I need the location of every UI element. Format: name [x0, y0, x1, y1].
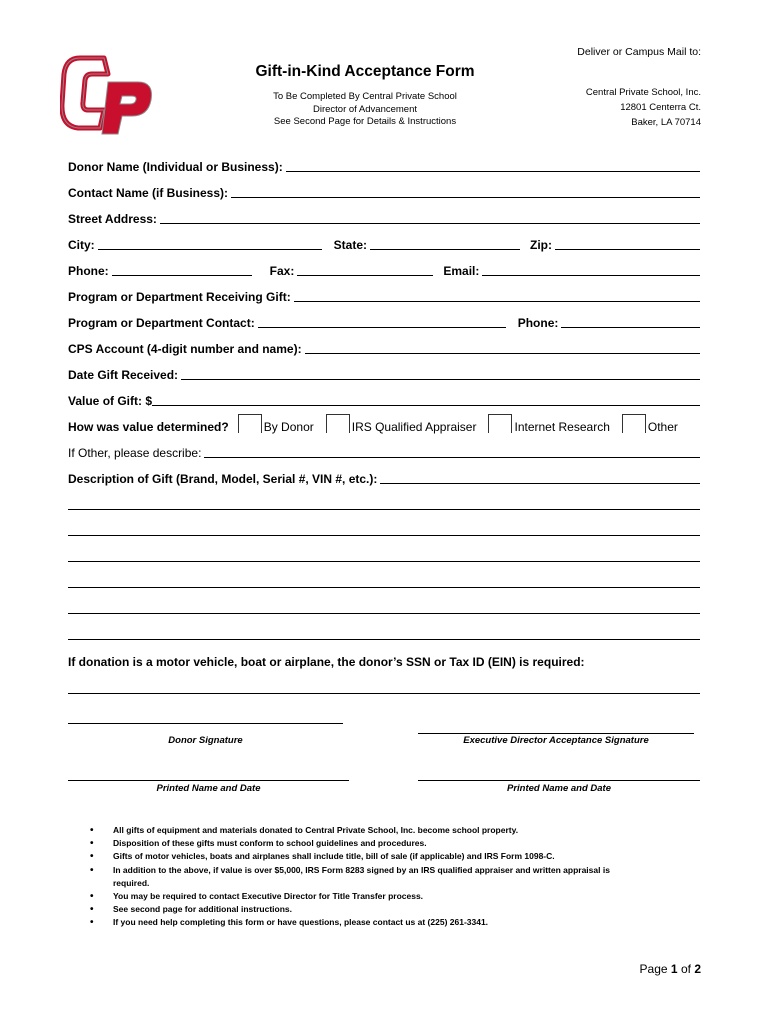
city-label: City:: [68, 238, 95, 252]
instructions-list: [88, 824, 648, 930]
address-line: Central Private School, Inc.: [585, 87, 701, 98]
value-row: [68, 392, 700, 408]
if-other-label: If Other, please describe:: [68, 446, 202, 460]
program-receiving-field[interactable]: [294, 301, 700, 302]
form-subtitle: [230, 91, 500, 129]
page-of: of: [680, 962, 691, 976]
phone-field[interactable]: [112, 275, 252, 276]
form-title: Gift-in-Kind Acceptance Form: [255, 63, 475, 80]
description-line[interactable]: [68, 535, 700, 536]
instruction-item: • If you need help completing this form or have questions, please contact us at (225) 261-3341.: [88, 916, 648, 929]
state-label: State:: [333, 238, 368, 252]
subtitle-line: See Second Page for Details & Instructions: [273, 116, 457, 127]
date-received-label: Date Gift Received:: [68, 368, 179, 382]
street-address-field[interactable]: [160, 223, 700, 224]
description-line[interactable]: [68, 613, 700, 614]
instruction-item: • See second page for additional instructions.: [88, 903, 648, 916]
value-field[interactable]: [152, 405, 700, 406]
option-label: IRS Qualified Appraiser: [351, 420, 477, 434]
value-determined-label: How was value determined?: [68, 420, 229, 434]
program-contact-label: Program or Department Contact:: [68, 316, 255, 330]
ssn-tax-id-field[interactable]: [68, 693, 700, 694]
page-number: [640, 962, 701, 976]
option-other[interactable]: [622, 414, 678, 434]
printed-name-right-label: Printed Name and Date: [507, 783, 611, 794]
page-total: 2: [694, 962, 701, 976]
fax-field[interactable]: [297, 275, 433, 276]
value-determined-row: [68, 418, 700, 434]
city-state-zip-row: [68, 236, 700, 252]
printed-name-left-label: Printed Name and Date: [156, 783, 261, 794]
instruction-item: • Gifts of motor vehicles, boats and airplanes shall include title, bill of sale (if applicable) and IRS Form 1098-C.: [88, 850, 648, 863]
state-field[interactable]: [370, 249, 520, 250]
date-received-row: [68, 366, 700, 382]
contact-name-row: [68, 184, 700, 200]
value-label: Value of Gift: $: [68, 394, 153, 408]
page-current: 1: [670, 962, 678, 976]
email-label: Email:: [443, 264, 480, 278]
street-address-row: [68, 210, 700, 226]
executive-signature-line[interactable]: [418, 733, 694, 734]
contact-name-label: Contact Name (if Business):: [68, 186, 229, 200]
option-irs-appraiser[interactable]: [326, 414, 489, 434]
printed-name-right-line[interactable]: [418, 780, 700, 781]
instruction-item: • In addition to the above, if value is over $5,000, IRS Form 8283 signed by an IRS qualified appraiser and written appraisal is required.: [88, 864, 648, 890]
subtitle-line: To Be Completed By Central Private School: [273, 91, 457, 102]
instruction-item: • You may be required to contact Executive Director for Title Transfer process.: [88, 890, 648, 903]
cps-account-field[interactable]: [305, 353, 700, 354]
phone-fax-email-row: [68, 262, 700, 278]
phone-label: Phone:: [68, 264, 109, 278]
deliver-to-label: Deliver or Campus Mail to:: [577, 46, 701, 58]
page-word: Page: [639, 962, 668, 976]
donor-name-field[interactable]: [286, 171, 700, 172]
cps-account-label: CPS Account (4-digit number and name):: [68, 342, 302, 356]
program-receiving-row: [68, 288, 700, 304]
address-line: Baker, LA 70714: [631, 117, 701, 128]
fax-label: Fax:: [269, 264, 295, 278]
program-phone-field[interactable]: [561, 327, 700, 328]
option-label: By Donor: [263, 420, 314, 434]
if-other-row: [68, 444, 700, 460]
mailing-address: [586, 85, 701, 130]
motor-vehicle-label: If donation is a motor vehicle, boat or airplane, the donor’s SSN or Tax ID (EIN) is required:: [68, 655, 585, 669]
email-field[interactable]: [482, 275, 700, 276]
program-contact-row: [68, 314, 700, 330]
printed-name-left-line[interactable]: [68, 780, 349, 781]
cps-account-row: [68, 340, 700, 356]
checkbox-by-donor[interactable]: [238, 414, 262, 433]
street-address-label: Street Address:: [68, 212, 157, 226]
donor-signature-label: Donor Signature: [168, 735, 243, 746]
description-label: Description of Gift (Brand, Model, Serial #, VIN #, etc.):: [68, 472, 378, 486]
zip-label: Zip:: [530, 238, 553, 252]
instruction-item: • Disposition of these gifts must conform to school guidelines and procedures.: [88, 837, 648, 850]
executive-signature-label: Executive Director Acceptance Signature: [463, 735, 649, 746]
program-contact-field[interactable]: [258, 327, 506, 328]
donor-name-row: [68, 158, 700, 174]
if-other-field[interactable]: [204, 457, 700, 458]
donor-name-label: Donor Name (Individual or Business):: [68, 160, 283, 174]
description-line[interactable]: [68, 639, 700, 640]
option-by-donor[interactable]: [238, 414, 326, 434]
program-phone-label: Phone:: [517, 316, 559, 330]
description-line[interactable]: [68, 561, 700, 562]
instruction-item: • All gifts of equipment and materials donated to Central Private School, Inc. become school property.: [88, 824, 648, 837]
description-line[interactable]: [68, 509, 700, 510]
description-field[interactable]: [380, 483, 700, 484]
subtitle-line: Director of Advancement: [312, 103, 418, 115]
description-line[interactable]: [68, 587, 700, 588]
donor-signature-line[interactable]: [68, 723, 343, 724]
option-label: Other: [647, 420, 678, 434]
date-received-field[interactable]: [181, 379, 700, 380]
address-line: 12801 Centerra Ct.: [620, 102, 701, 113]
zip-field[interactable]: [555, 249, 700, 250]
school-logo: [60, 52, 156, 138]
checkbox-internet-research[interactable]: [488, 414, 512, 433]
motor-vehicle-row: [68, 653, 700, 669]
checkbox-irs-appraiser[interactable]: [326, 414, 350, 433]
city-field[interactable]: [98, 249, 322, 250]
program-receiving-label: Program or Department Receiving Gift:: [68, 290, 291, 304]
contact-name-field[interactable]: [231, 197, 700, 198]
option-label: Internet Research: [514, 420, 610, 434]
description-row: [68, 470, 700, 486]
checkbox-other[interactable]: [622, 414, 646, 433]
option-internet-research[interactable]: [488, 414, 621, 434]
